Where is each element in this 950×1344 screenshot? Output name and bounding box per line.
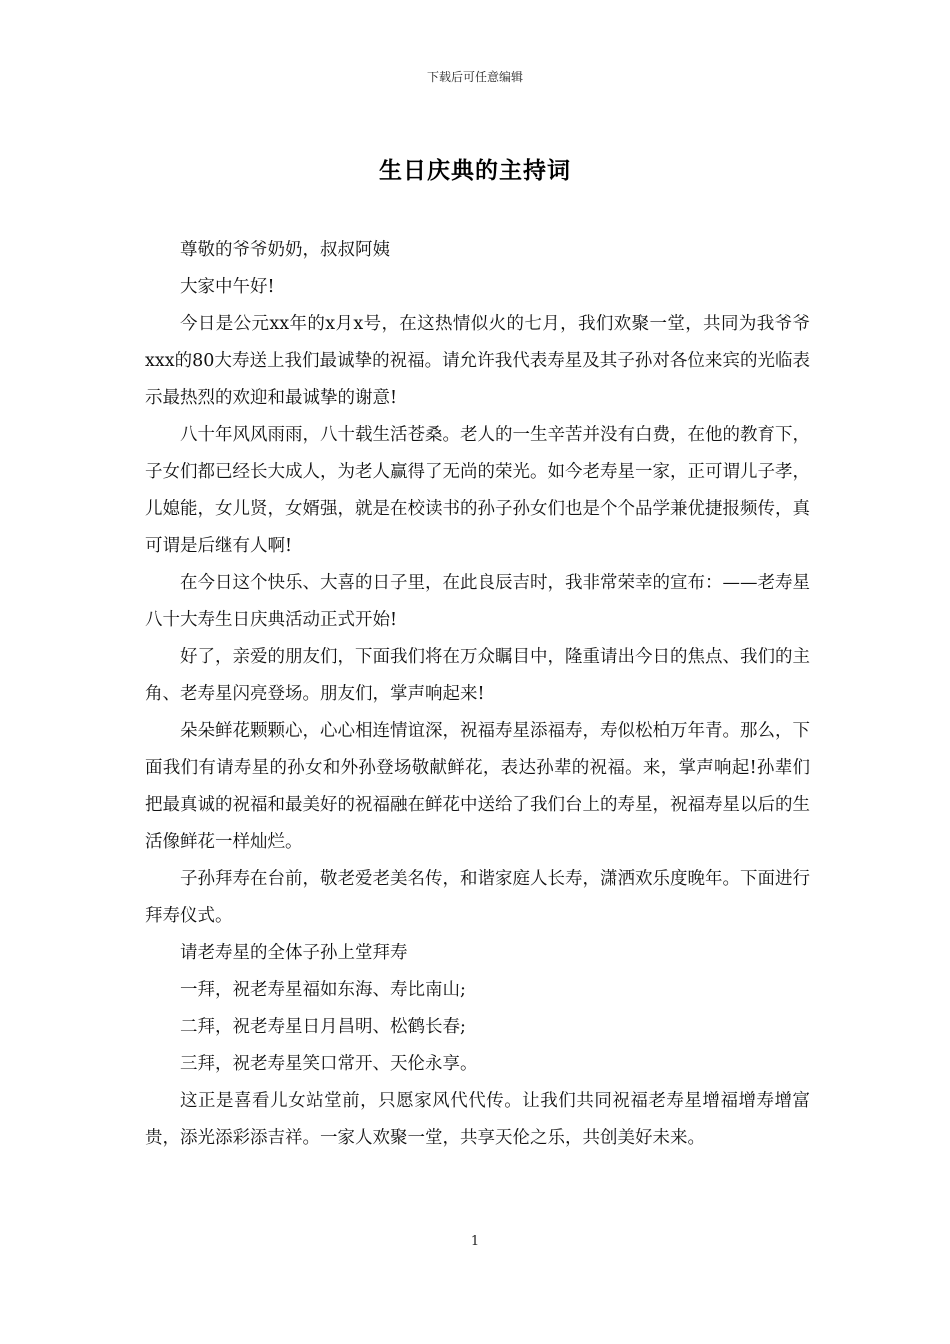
paragraph: 子孙拜寿在台前，敬老爱老美名传，和谐家庭人长寿，潇洒欢乐度晚年。下面进行拜寿仪式。 bbox=[145, 869, 810, 926]
paragraph: 三拜，祝老寿星笑口常开、天伦永享。 bbox=[180, 1054, 478, 1074]
paragraph: 朵朵鲜花颗颗心，心心相连情谊深，祝福寿星添福寿，寿似松柏万年青。那么，下面我们有请寿星的孙女和外孙登场敬献鲜花，表达孙辈的祝福。来，掌声响起!孙辈们把最真诚的祝福和最美好的祝福融在鲜花中送给了我们台上的寿星，祝福寿星以后的生活像鲜花一样灿烂。 bbox=[145, 721, 810, 852]
paragraph: 请老寿星的全体子孙上堂拜寿 bbox=[180, 943, 408, 963]
paragraph: 一拜，祝老寿星福如东海、寿比南山; bbox=[180, 980, 466, 1000]
paragraph: 二拜，祝老寿星日月昌明、松鹤长春; bbox=[180, 1017, 466, 1037]
document-body bbox=[145, 232, 810, 1157]
page-header: 下载后可任意编辑 bbox=[426, 70, 523, 84]
paragraph: 八十年风风雨雨，八十载生活苍桑。老人的一生辛苦并没有白费，在他的教育下，子女们都已经长大成人，为老人赢得了无尚的荣光。如今老寿星一家，正可谓儿子孝，儿媳能，女儿贤，女婿强，就是在校读书的孙子孙女们也是个个品学兼优捷报频传，真可谓是后继有人啊! bbox=[145, 425, 810, 556]
page-number: 1 bbox=[470, 1234, 480, 1249]
paragraph: 这正是喜看儿女站堂前，只愿家风代代传。让我们共同祝福老寿星增福增寿增富贵，添光添彩添吉祥。一家人欢聚一堂，共享天伦之乐，共创美好未来。 bbox=[145, 1091, 810, 1148]
document-title: 生日庆典的主持词 bbox=[379, 157, 571, 184]
paragraph: 大家中午好! bbox=[180, 277, 275, 297]
paragraph: 尊敬的爷爷奶奶，叔叔阿姨 bbox=[180, 240, 390, 260]
paragraph: 好了，亲爱的朋友们，下面我们将在万众瞩目中，隆重请出今日的焦点、我们的主角、老寿星闪亮登场。朋友们，掌声响起来! bbox=[145, 647, 810, 704]
paragraph: 在今日这个快乐、大喜的日子里，在此良辰吉时，我非常荣幸的宣布：——老寿星八十大寿生日庆典活动正式开始! bbox=[145, 573, 810, 630]
paragraph: 今日是公元xx年的x月x号，在这热情似火的七月，我们欢聚一堂，共同为我爷爷xxx的80大寿送上我们最诚挚的祝福。请允许我代表寿星及其子孙对各位来宾的光临表示最热烈的欢迎和最诚挚的谢意! bbox=[145, 314, 810, 408]
